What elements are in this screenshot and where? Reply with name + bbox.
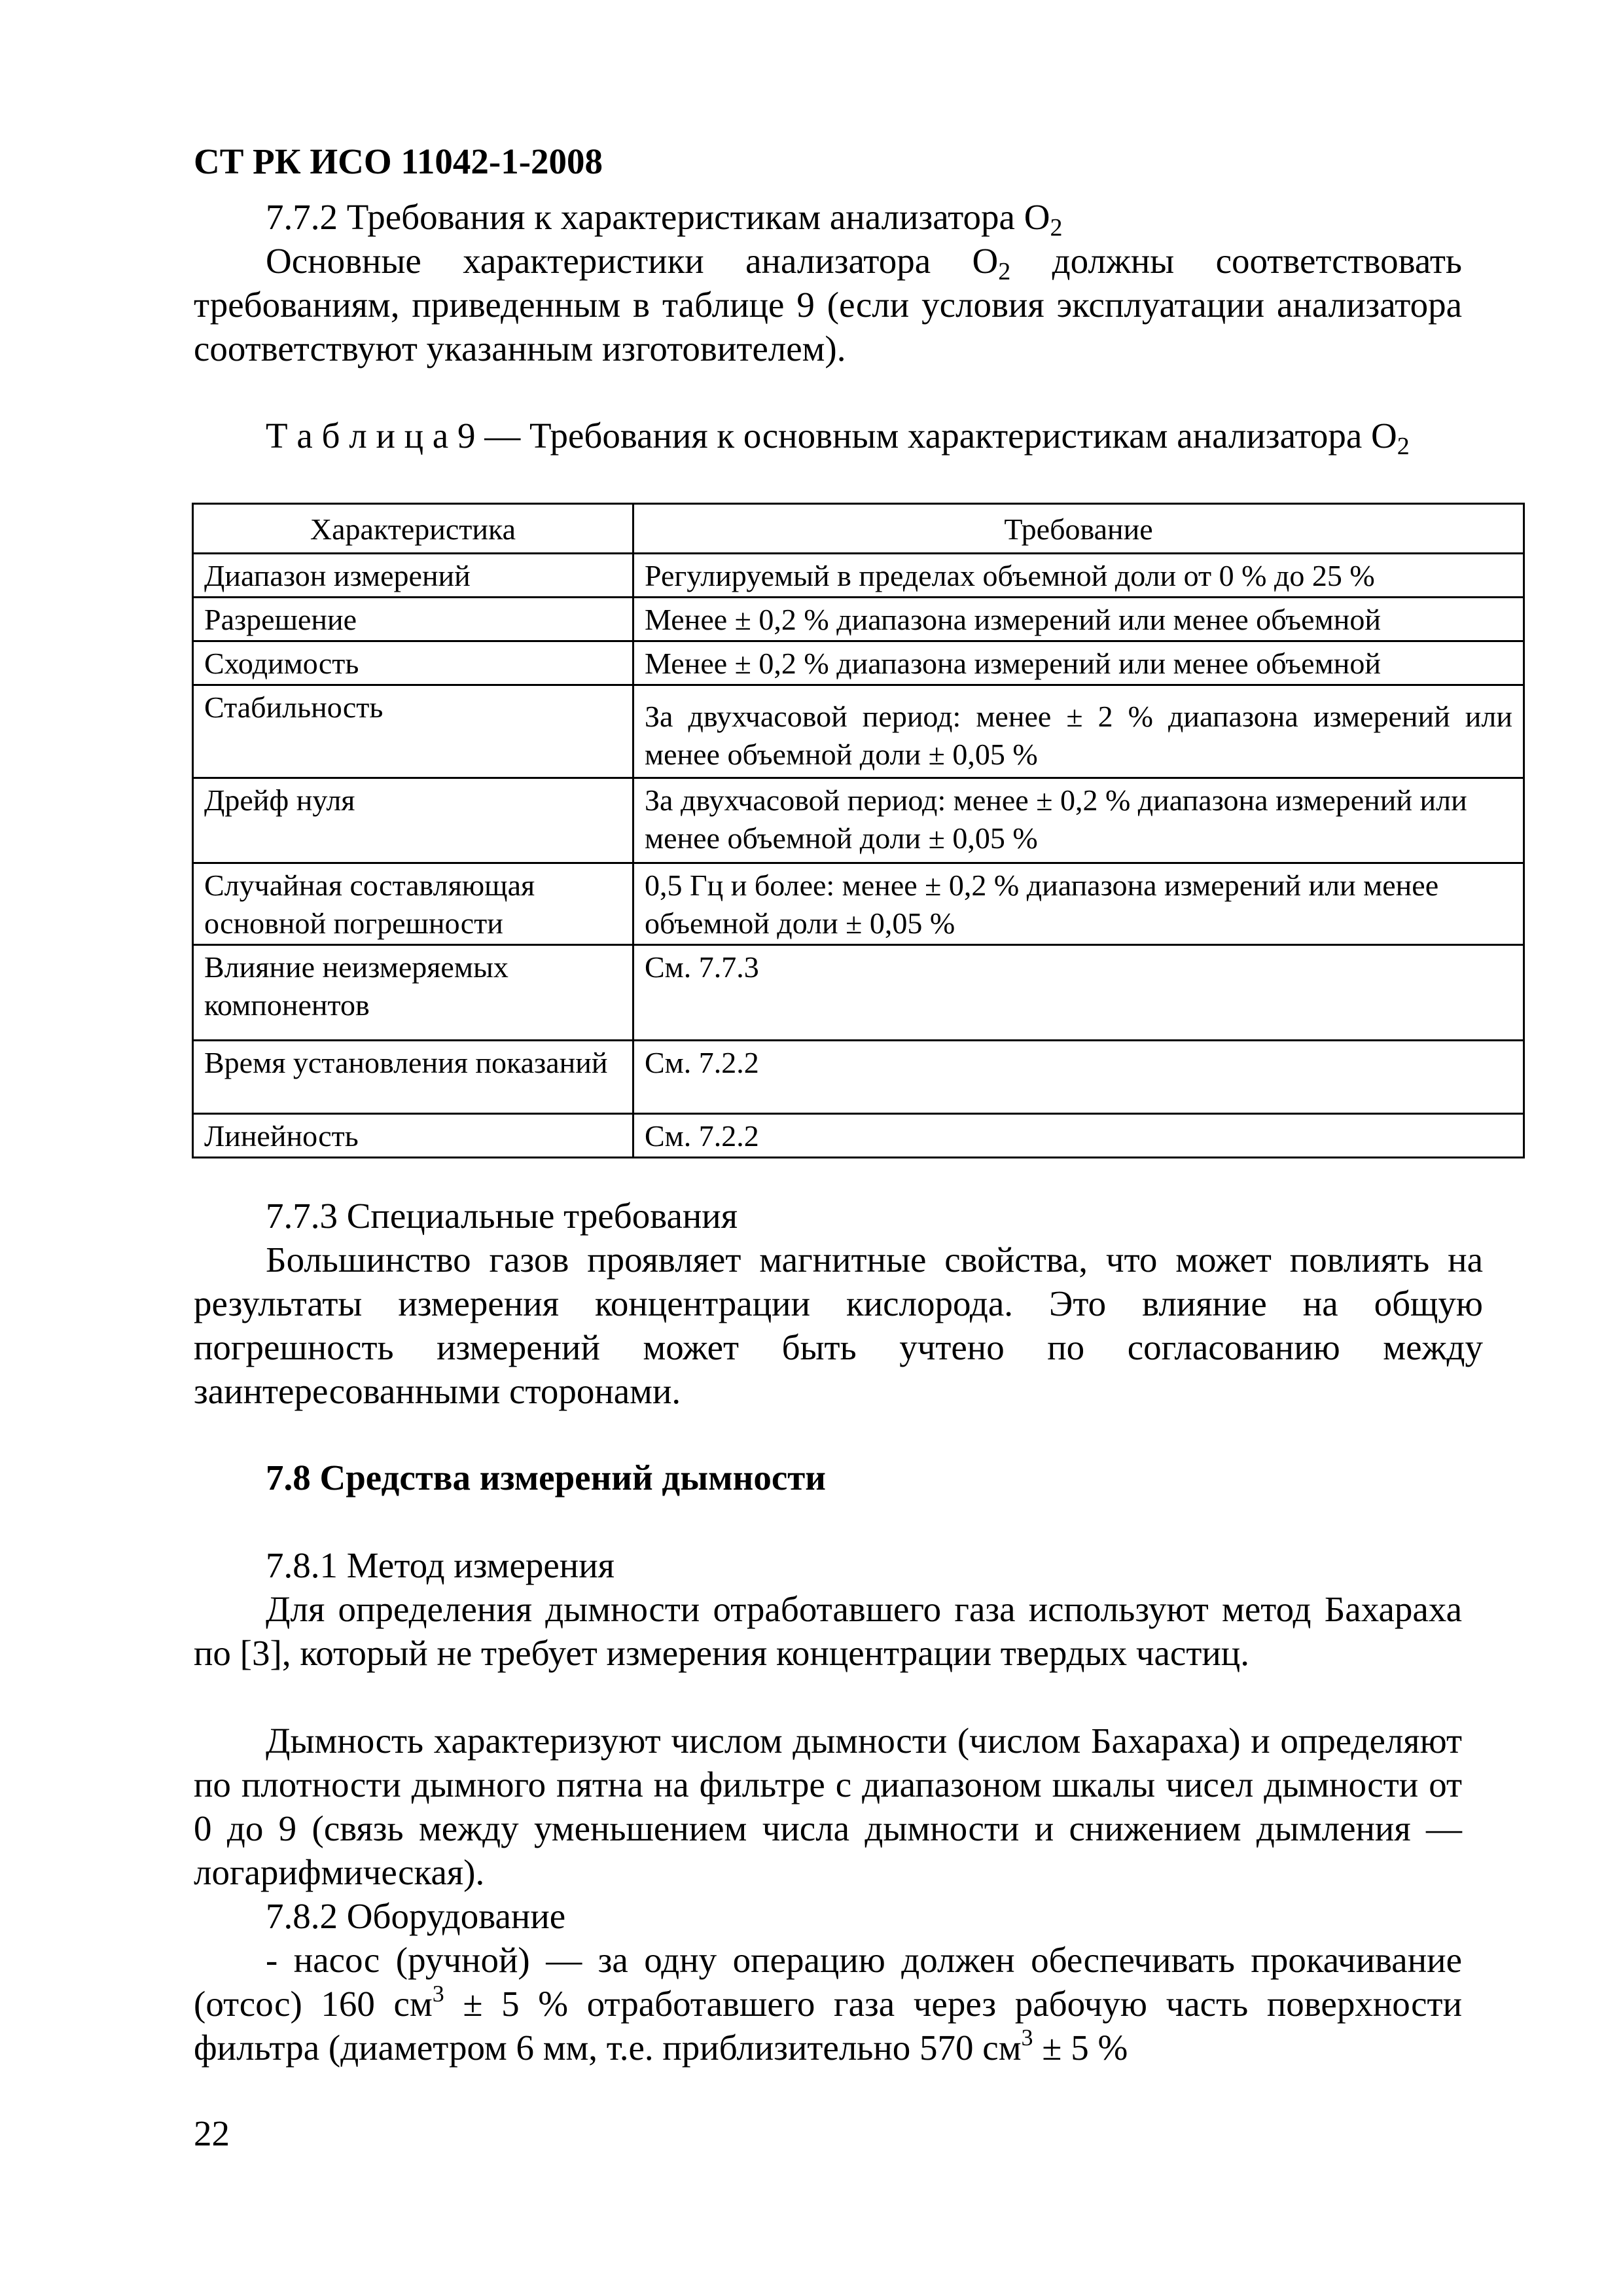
table-header-row: [193, 504, 1524, 554]
row-requirement: Регулируемый в пределах объемной доли от 0 % до 25 %: [633, 554, 1524, 598]
table-row: [193, 685, 1524, 778]
row-param: Время установления показаний: [193, 1041, 633, 1114]
section-781-paragraph-2: Дымность характеризуют числом дымности (числом Бахараха) и определяют по плотности дымного пятна на фильтре с диапазоном шкалы чисел дымности от 0 до 9 (связь между уменьшением числа дымности и снижением дымления — логарифмическая).: [194, 1721, 1462, 1892]
row-param: Случайная составляющая основной погрешности: [193, 863, 633, 945]
column-header-requirement: Требование: [633, 504, 1524, 554]
column-header-characteristic: Характеристика: [193, 504, 633, 554]
row-requirement: Менее ± 0,2 % диапазона измерений или менее объемной: [633, 641, 1524, 685]
row-param: Дрейф нуля: [193, 778, 633, 863]
table-row: [193, 554, 1524, 598]
table9-caption: Т а б л и ц а 9 — Требования к основным характеристикам анализатора $O_2$: [266, 416, 1410, 460]
row-requirement: См. 7.2.2: [633, 1041, 1524, 1114]
table-row: [193, 598, 1524, 641]
row-requirement: См. 7.7.3: [633, 945, 1524, 1041]
row-param: Разрешение: [193, 598, 633, 641]
row-requirement: 0,5 Гц и более: менее ± 0,2 % диапазона измерений или менее объемной доли ± 0,05 %: [633, 863, 1524, 945]
section-773-heading: 7.7.3 Специальные требования: [266, 1196, 738, 1236]
section-78-heading: 7.8 Средства измерений дымности: [266, 1458, 826, 1498]
row-requirement: За двухчасовой период: менее ± 2 % диапазона измерений или менее объемной доли ± 0,05 %: [633, 685, 1524, 778]
row-requirement: См. 7.2.2: [633, 1114, 1524, 1158]
table-row: [193, 863, 1524, 945]
row-param: Диапазон измерений: [193, 554, 633, 598]
row-param: Стабильность: [193, 685, 633, 778]
row-param: Сходимость: [193, 641, 633, 685]
standard-code: СТ РК ИСО 11042-1-2008: [194, 141, 603, 181]
table-row: [193, 778, 1524, 863]
row-requirement: Менее ± 0,2 % диапазона измерений или менее объемной: [633, 598, 1524, 641]
section-781-paragraph-1: Для определения дымности отработавшего газа используют метод Бахараха по [3], который не требует измерения концентрации твердых частиц.: [194, 1589, 1462, 1673]
requirements-table: [192, 503, 1525, 1158]
table-row: [193, 1041, 1524, 1114]
row-param: Влияние неизмеряемых компонентов: [193, 945, 633, 1041]
table-row: [193, 641, 1524, 685]
row-param: Линейность: [193, 1114, 633, 1158]
table-row: [193, 1114, 1524, 1158]
table-row: [193, 945, 1524, 1041]
page-number: 22: [194, 2113, 230, 2153]
row-requirement: За двухчасовой период: менее ± 0,2 % диапазона измерений или менее объемной доли ± 0,05 %: [633, 778, 1524, 863]
section-772-heading: 7.7.2 Требования к характеристикам анализатора $O_2$: [266, 197, 1063, 242]
section-782-heading: 7.8.2 Оборудование: [266, 1896, 566, 1936]
section-781-heading: 7.8.1 Метод измерения: [266, 1545, 615, 1585]
section-782-item-1: - насос (ручной) — за одну операцию должен обеспечивать прокачивание (отсос) 160 $см^3 \pm 5$ % отработавшего газа через рабочую часть поверхности фильтра (диаметром 6 мм, т.е. приблизительно 570 $см^3 \pm 5$ %: [194, 1940, 1462, 2068]
section-773-paragraph: Большинство газов проявляет магнитные свойства, что может повлиять на результаты измерения концентрации кислорода. Это влияние на общую погрешность измерений может быть учтено по согласованию между заинтересованными сторонами.: [194, 1240, 1483, 1411]
section-772-paragraph: Основные характеристики анализатора $O_2$ должны соответствовать требованиям, приведенным в таблице 9 (если условия эксплуатации анализатора соответствуют указанным изготовителем).: [194, 241, 1462, 368]
